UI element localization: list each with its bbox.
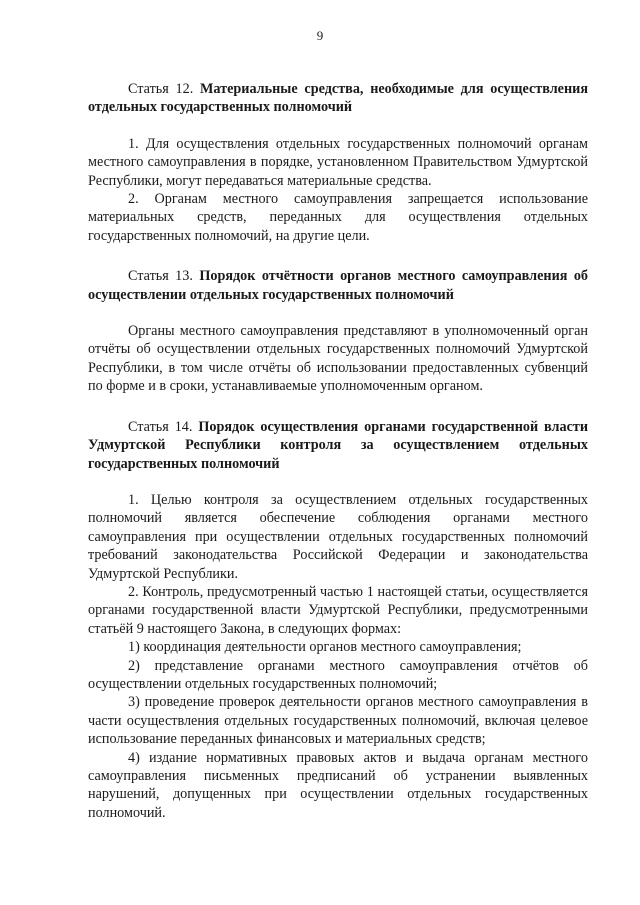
list-item: 3) проведение проверок деятельности органов местного самоуправления в части осуществления отдельных государственных полномочий, включая целевое использование переданных финансовых и материальных средств; <box>88 694 588 748</box>
paragraph: Органы местного самоуправления представляют в уполномоченный орган отчёты об осуществлении отдельных государственных полномочий Удмуртской Республики, в том числе отчёты об использовании предоставленных субвенций по форме и в сроки, устанавливаемые уполномоченным органом. <box>88 323 588 395</box>
paragraph: 2. Контроль, предусмотренный частью 1 настоящей статьи, осуществляется органами государственной власти Удмуртской Республики, предусмотренными статьёй 9 настоящего Закона, в следующих формах: <box>88 583 588 637</box>
list-item: 4) издание нормативных правовых актов и выдача органам местного самоуправления письменных предписаний об устранении выявленных нарушений, допущенных при осуществлении отдельных государственных полномочий. <box>88 749 588 821</box>
article-title: Порядок осуществления органами государственной власти Удмуртской Республики контроля за осуществлением отдельных государственных полномочий <box>88 418 589 472</box>
article-heading <box>88 418 588 473</box>
document-body <box>88 80 588 822</box>
article-heading <box>88 80 588 117</box>
article-label: Статья 14. <box>128 418 193 435</box>
paragraph: 1. Для осуществления отдельных государственных полномочий органам местного самоуправления в порядке, установленном Правительством Удмуртской Республики, могут передаваться материальные средства. <box>88 135 588 189</box>
page-number: 9 <box>316 28 324 43</box>
article-title: Материальные средства, необходимые для осуществления отдельных государственных полномочий <box>88 81 589 116</box>
article-label: Статья 12. <box>128 81 194 97</box>
article-14 <box>88 418 588 823</box>
paragraph: 2. Органам местного самоуправления запрещается использование материальных средств, переданных для осуществления отдельных государственных полномочий, на другие цели. <box>88 191 588 244</box>
list-item: 2) представление органами местного самоуправления отчётов об осуществлении отдельных государственных полномочий; <box>88 657 588 692</box>
article-heading <box>88 267 588 304</box>
article-13 <box>88 267 588 395</box>
article-12 <box>88 80 588 245</box>
article-label: Статья 13. <box>128 268 193 285</box>
article-title: Порядок отчётности органов местного самоуправления об осуществлении отдельных государственных полномочий <box>88 268 589 303</box>
paragraph: 1. Целью контроля за осуществлением отдельных государственных полномочий является обеспечение соблюдения органами местного самоуправления при осуществлении отдельных государственных полномочий требований законодательства Российской Федерации и законодательства Удмуртской Республики. <box>88 491 588 582</box>
list-item: 1) координация деятельности органов местного самоуправления; <box>128 639 522 656</box>
